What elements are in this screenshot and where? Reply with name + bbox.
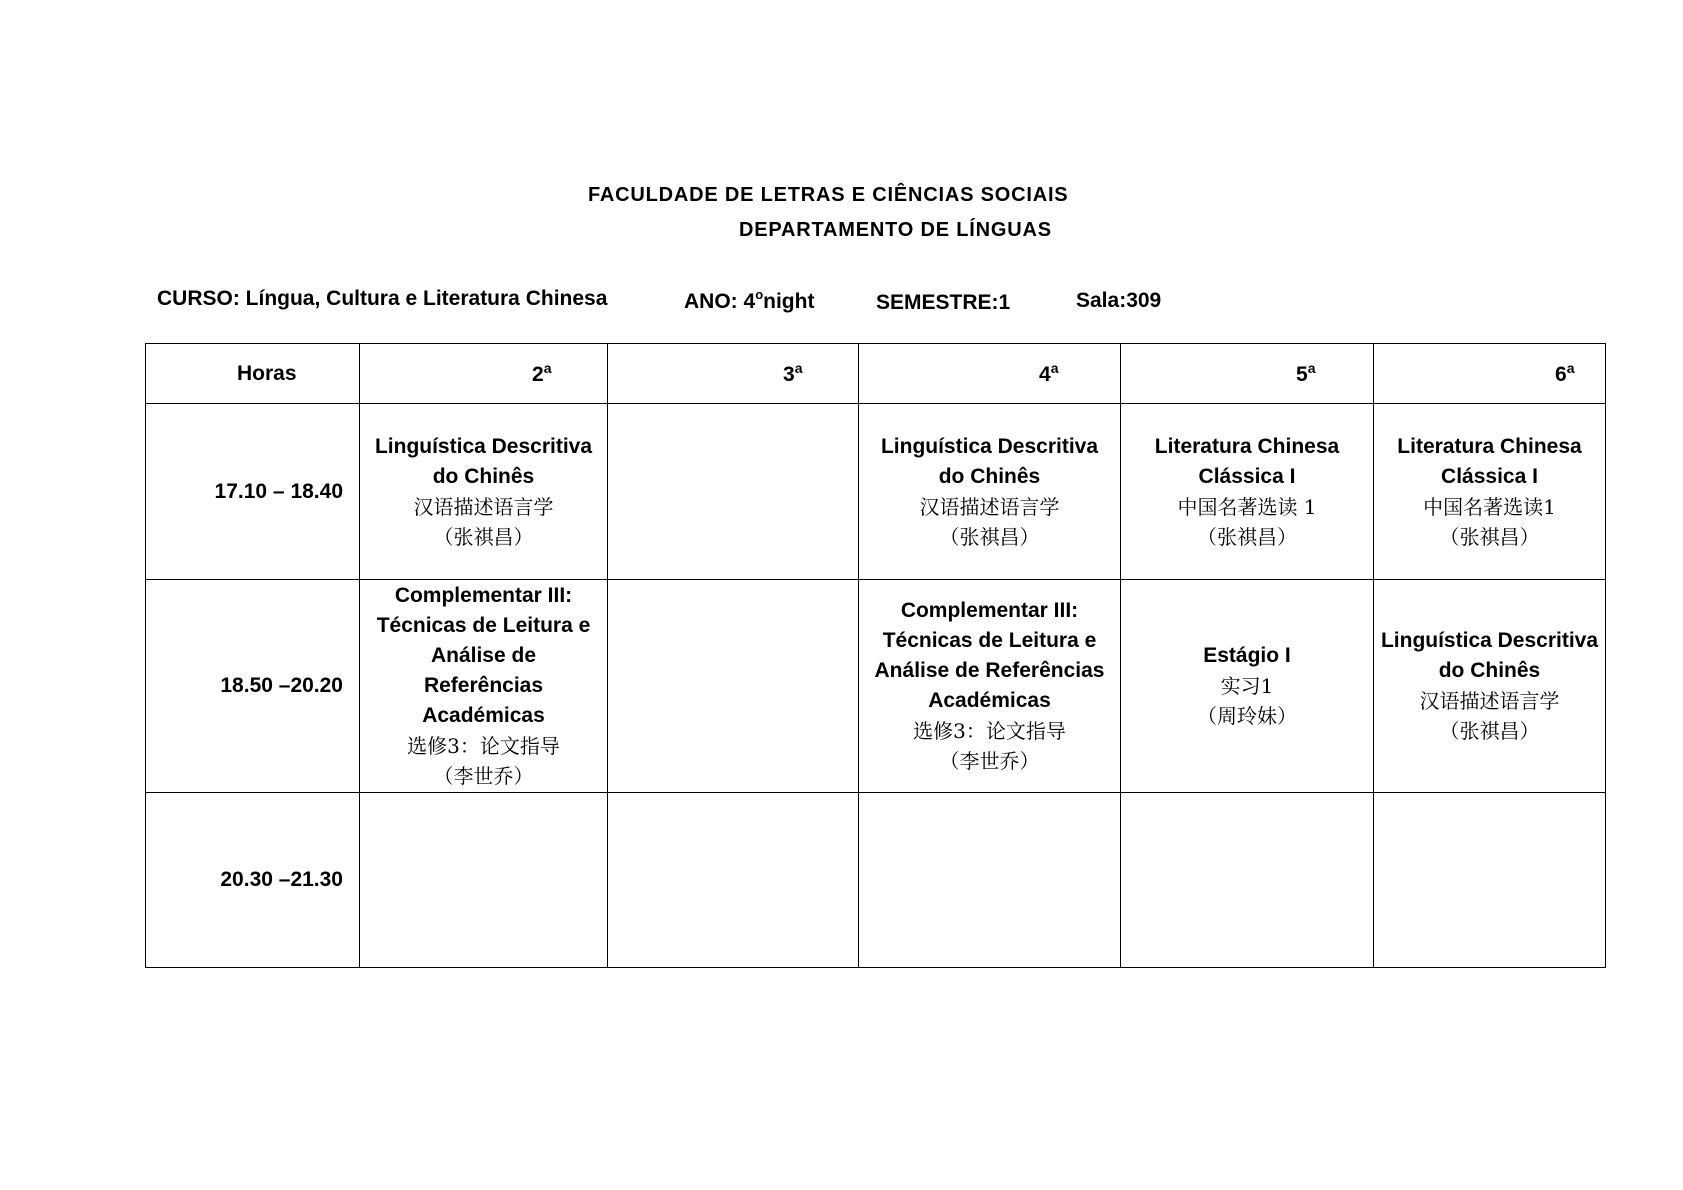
schedule-cell-mon [360,580,608,793]
course-name-chinese: 实习1 [1220,674,1274,698]
teacher-name: （张祺昌） [433,524,534,549]
schedule-cell-fri [1374,404,1606,580]
teacher-name: （张祺昌） [1197,524,1297,549]
schedule-cell-fri [1374,793,1606,968]
schedule-cell-wed [859,793,1121,968]
course-name-chinese: 中国名著选读 1 [1177,494,1317,519]
course-name: Linguística Descritiva [374,434,593,458]
time-row-2 [146,580,1606,793]
course-name: Clássica I [1198,464,1296,488]
course-name: Académicas [422,704,545,727]
schedule-cell-thu [1121,793,1374,968]
course-name: Literatura Chinesa [1154,434,1340,458]
year-label: ANO: 4$^o$night [684,287,815,313]
course-label: CURSO: Língua, Cultura e Literatura Chinesa [157,287,608,310]
room-label: Sala:309 [1076,289,1162,312]
schedule-cell-tue [608,580,859,793]
course-name: Técnicas de Leitura e [376,614,591,637]
schedule-cell-thu [1121,580,1374,793]
semester-label: SEMESTRE:1 [876,291,1011,314]
course-name-chinese: 选修3：论文指导 [407,734,560,758]
time-slot: 20.30 –21.30 [146,793,360,968]
course-name: Estágio I [1203,644,1291,667]
course-name: Complementar III: [394,584,573,607]
course-name: do Chinês [1438,659,1541,682]
course-name: Literatura Chinesa [1397,434,1582,458]
schedule-cell-tue [608,793,859,968]
course-name: Complementar III: [900,599,1079,622]
schedule-cell-mon [360,404,608,580]
horas-header: Horas [146,344,360,404]
day-header-3: 3$^a$ [608,344,859,404]
time-row-3 [146,793,1606,968]
teacher-name: （张祺昌） [1439,719,1540,743]
course-name: Técnicas de Leitura e [882,629,1097,652]
timetable-header-row [146,344,1606,404]
timetable [145,343,1606,968]
teacher-name: （周玲妹） [1197,704,1297,728]
schedule-cell-tue [608,404,859,580]
course-name-chinese: 汉语描述语言学 [919,494,1060,519]
teacher-name: （张祺昌） [1439,524,1540,549]
faculty-title: FACULDADE DE LETRAS E CIÊNCIAS SOCIAIS [588,184,1069,206]
course-name: Referências [423,674,544,697]
schedule-cell-wed [859,404,1121,580]
course-name: Clássica I [1441,464,1538,488]
course-name-chinese: 汉语描述语言学 [1419,689,1560,713]
course-name: Análise de [430,644,537,667]
day-header-2: 2$^a$ [360,344,608,404]
teacher-name: （李世乔） [433,764,534,788]
schedule-cell-fri [1374,580,1606,793]
course-name-chinese: 选修3：论文指导 [913,719,1066,743]
teacher-name: （李世乔） [939,749,1040,773]
time-row-1 [146,404,1606,580]
day-header-6: 6$^a$ [1374,344,1606,404]
course-name: Linguística Descritiva [1380,629,1599,652]
course-name: do Chinês [432,464,535,488]
time-slot: 17.10 – 18.40 [146,404,360,580]
time-slot: 18.50 –20.20 [146,580,360,793]
course-name: Análise de Referências [874,659,1105,682]
course-name: do Chinês [938,464,1041,488]
teacher-name: （张祺昌） [939,524,1040,549]
day-header-5: 5$^a$ [1121,344,1374,404]
course-name: Linguística Descritiva [880,434,1099,458]
course-name-chinese: 汉语描述语言学 [413,494,554,519]
schedule-cell-mon [360,793,608,968]
day-header-4: 4$^a$ [859,344,1121,404]
schedule-cell-thu [1121,404,1374,580]
course-name: Académicas [928,689,1051,712]
schedule-cell-wed [859,580,1121,793]
department-title: DEPARTAMENTO DE LÍNGUAS [739,219,1052,241]
course-name-chinese: 中国名著选读1 [1423,494,1556,519]
